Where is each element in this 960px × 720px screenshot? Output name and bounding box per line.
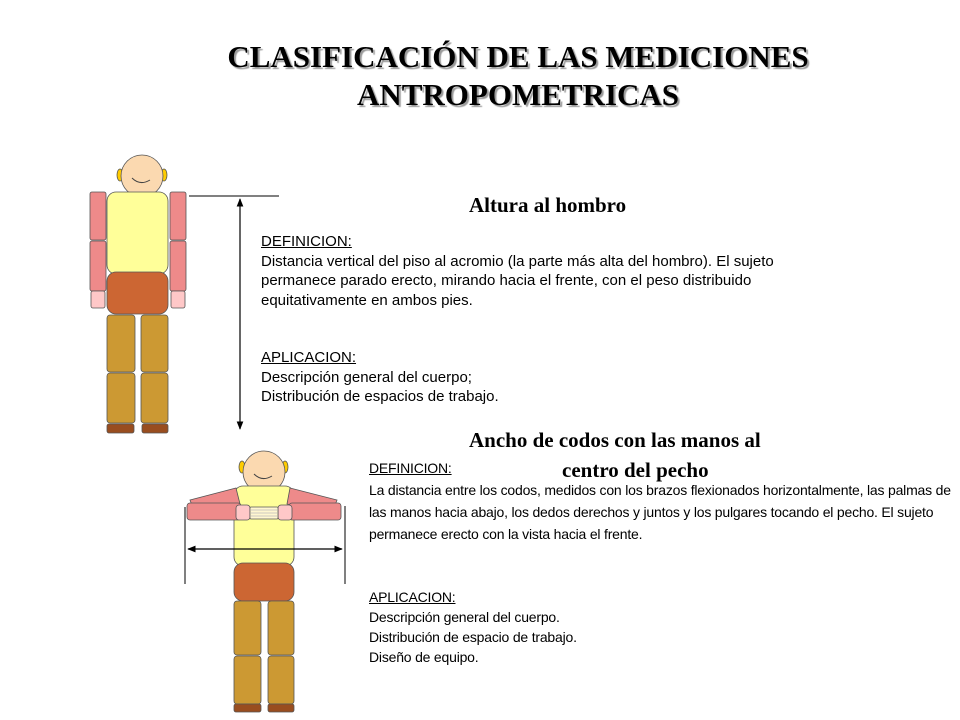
title-line-1: CLASIFICACIÓN DE LAS MEDICIONES xyxy=(227,39,809,74)
section2-def-line: las manos hacia abajo, los dedos derechos y juntos y los pulgares tocando el pecho. El sujeto xyxy=(369,504,934,520)
section1-def-label: DEFINICION: xyxy=(261,233,352,250)
section2-def-label: DEFINICION: xyxy=(369,460,452,476)
section1-def-line: equitativamente en ambos pies. xyxy=(261,291,473,309)
section1-application xyxy=(261,348,499,407)
section2-app-line: Descripción general del cuerpo. xyxy=(369,609,560,625)
section2-heading-line-2: centro del pecho xyxy=(562,458,709,482)
standing-person-icon xyxy=(90,155,186,433)
section1-def-line: Distancia vertical del piso al acromio (la parte más alta del hombro). El sujeto xyxy=(261,252,774,270)
section2-application xyxy=(369,587,577,667)
section2-def-line: La distancia entre los codos, medidos con los brazos flexionados horizontalmente, las palmas de xyxy=(369,482,951,498)
section2-definition xyxy=(369,458,951,544)
section1-app-line: Distribución de espacios de trabajo. xyxy=(261,388,499,405)
section2-app-line: Diseño de equipo. xyxy=(369,649,479,665)
section1-definition xyxy=(261,232,774,310)
section1-app-label: APLICACION: xyxy=(261,349,357,366)
person-arms-folded-icon xyxy=(187,451,341,712)
title-line-2: ANTROPOMETRICAS xyxy=(356,77,680,112)
section2-app-line: Distribución de espacio de trabajo. xyxy=(369,629,577,645)
section1-heading: Altura al hombro xyxy=(469,193,627,217)
section2-app-label: APLICACION: xyxy=(369,589,456,605)
section2-def-line: permanece erecto con la vista hacia el frente. xyxy=(369,526,643,542)
section1-app-line: Descripción general del cuerpo; xyxy=(261,368,472,386)
section1-def-line: permanece parado erecto, mirando hacia el frente, con el peso distribuido xyxy=(261,272,752,289)
section2-heading-line-1: Ancho de codos con las manos al xyxy=(469,428,761,452)
